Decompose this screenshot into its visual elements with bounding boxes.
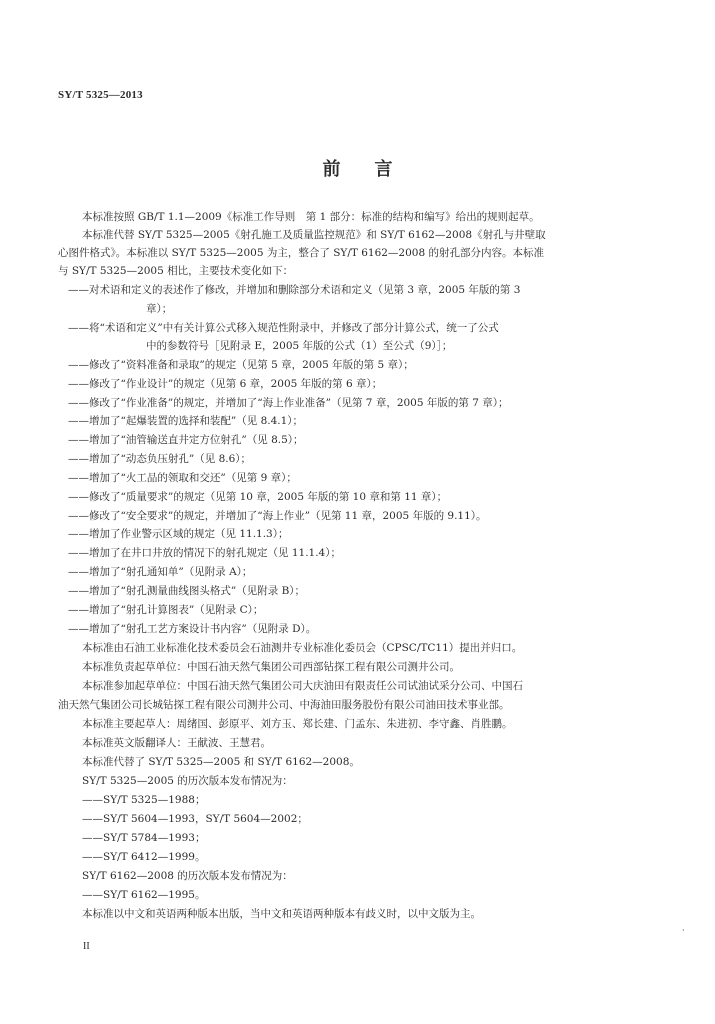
list-item: 中的参数符号［见附录 E，2005 年版的公式（1）至公式（9）］； [146, 340, 453, 352]
list-item: ——修改了“作业设计”的规定（见第 6 章，2005 年版的第 6 章）； [68, 378, 383, 390]
list-item: 章）； [146, 303, 173, 315]
list-item: ——SY/T 5604—1993，SY/T 5604—2002； [82, 813, 308, 825]
paragraph: 本标准英文版翻译人：王献波、王慧君。 [82, 737, 271, 749]
list-item: ——修改了“安全要求”的规定，并增加了“海上作业”（见第 11 章，2005 年版的 9.11）。 [68, 510, 487, 522]
list-item: ——SY/T 5784—1993； [82, 832, 206, 844]
list-item: ——增加了“火工品的领取和交还”（见第 9 章）； [68, 472, 297, 484]
list-item: ——修改了“质量要求”的规定（见第 10 章，2005 年版的第 10 章和第 11 章）； [68, 491, 448, 503]
paragraph: 本标准以中文和英语两种版本出版，当中文和英语两种版本有歧义时，以中文版为主。 [82, 908, 481, 920]
page-title: 前言 [322, 159, 427, 180]
paragraph: 本标准主要起草人：周绪国、彭原平、刘方玉、郑长建、门孟东、朱进初、李守鑫、肖胜鹏。 [82, 718, 513, 730]
list-item: ——SY/T 6412—1999。 [82, 851, 206, 863]
list-item: ——增加了“起爆装置的选择和装配”（见 8.4.1）； [68, 415, 304, 427]
list-item: ——增加了在井口井放的情况下的射孔规定（见 11.1.4）； [68, 547, 341, 559]
paragraph: SY/T 5325—2005 的历次版本发布情况为： [82, 775, 293, 787]
standard-code: SY/T 5325—2013 [58, 89, 143, 101]
page-number: II [83, 941, 90, 952]
list-item: ——增加了“射孔通知单”（见附录 A）； [68, 566, 253, 578]
list-item: ——修改了“作业准备”的规定，并增加了“海上作业准备”（见第 7 章，2005 年版的第 7 章）； [68, 397, 509, 409]
list-item: ——增加了“射孔计算图表”（见附录 C）； [68, 604, 264, 616]
paragraph: 心图件格式》。本标准以 SY/T 5325—2005 为主，整合了 SY/T 6162—2008 的射孔部分内容。本标准 [58, 247, 544, 259]
list-item: ——增加了作业警示区域的规定（见 11.1.3）； [68, 528, 289, 540]
list-item: ——将“术语和定义”中有关计算公式移入规范性附录中，并修改了部分计算公式，统一了公式 [68, 322, 499, 334]
list-item: ——增加了“射孔测量曲线图头格式”（见附录 B）； [68, 585, 306, 597]
paragraph: 本标准代替 SY/T 5325—2005《射孔施工及质量监控规范》和 SY/T 6162—2008《射孔与井壁取 [82, 229, 546, 241]
paragraph: 本标准代替了 SY/T 5325—2005 和 SY/T 6162—2008。 [82, 756, 360, 768]
list-item: ——增加了“动态负压射孔”（见 8.6）； [68, 453, 252, 465]
paragraph: 本标准由石油工业标准化技术委员会石油测井专业标准化委员会（CPSC/TC11）提出并归口。 [82, 642, 523, 654]
paragraph: 与 SY/T 5325—2005 相比，主要技术变化如下： [58, 265, 294, 277]
paragraph: 本标准负责起草单位：中国石油天然气集团公司西部钻探工程有限公司测井公司。 [82, 661, 460, 673]
list-item: ——对术语和定义的表述作了修改，并增加和删除部分术语和定义（见第 3 章，2005 年版的第 3 [68, 284, 521, 296]
paragraph: 本标准参加起草单位：中国石油天然气集团公司大庆油田有限责任公司试油试采分公司、中国石 [82, 680, 523, 692]
list-item: ——增加了“射孔工艺方案设计书内容”（见附录 D）。 [68, 623, 317, 635]
list-item: ——修改了“资料准备和录取”的规定（见第 5 章，2005 年版的第 5 章）； [68, 359, 414, 371]
paragraph: SY/T 6162—2008 的历次版本发布情况为： [82, 870, 293, 882]
list-item: ——SY/T 6162—1995。 [82, 889, 206, 901]
margin-mark: · [682, 926, 685, 935]
paragraph: 本标准按照 GB/T 1.1—2009《标准工作导则 第 1 部分：标准的结构和编写》给出的规则起草。 [82, 211, 540, 223]
paragraph: 油天然气集团公司长城钻探工程有限公司测井公司、中海油田服务股份有限公司油田技术事业部。 [58, 699, 510, 711]
list-item: ——SY/T 5325—1988； [82, 794, 206, 806]
list-item: ——增加了“油管输送直井定方位射孔”（见 8.5）； [68, 434, 304, 446]
